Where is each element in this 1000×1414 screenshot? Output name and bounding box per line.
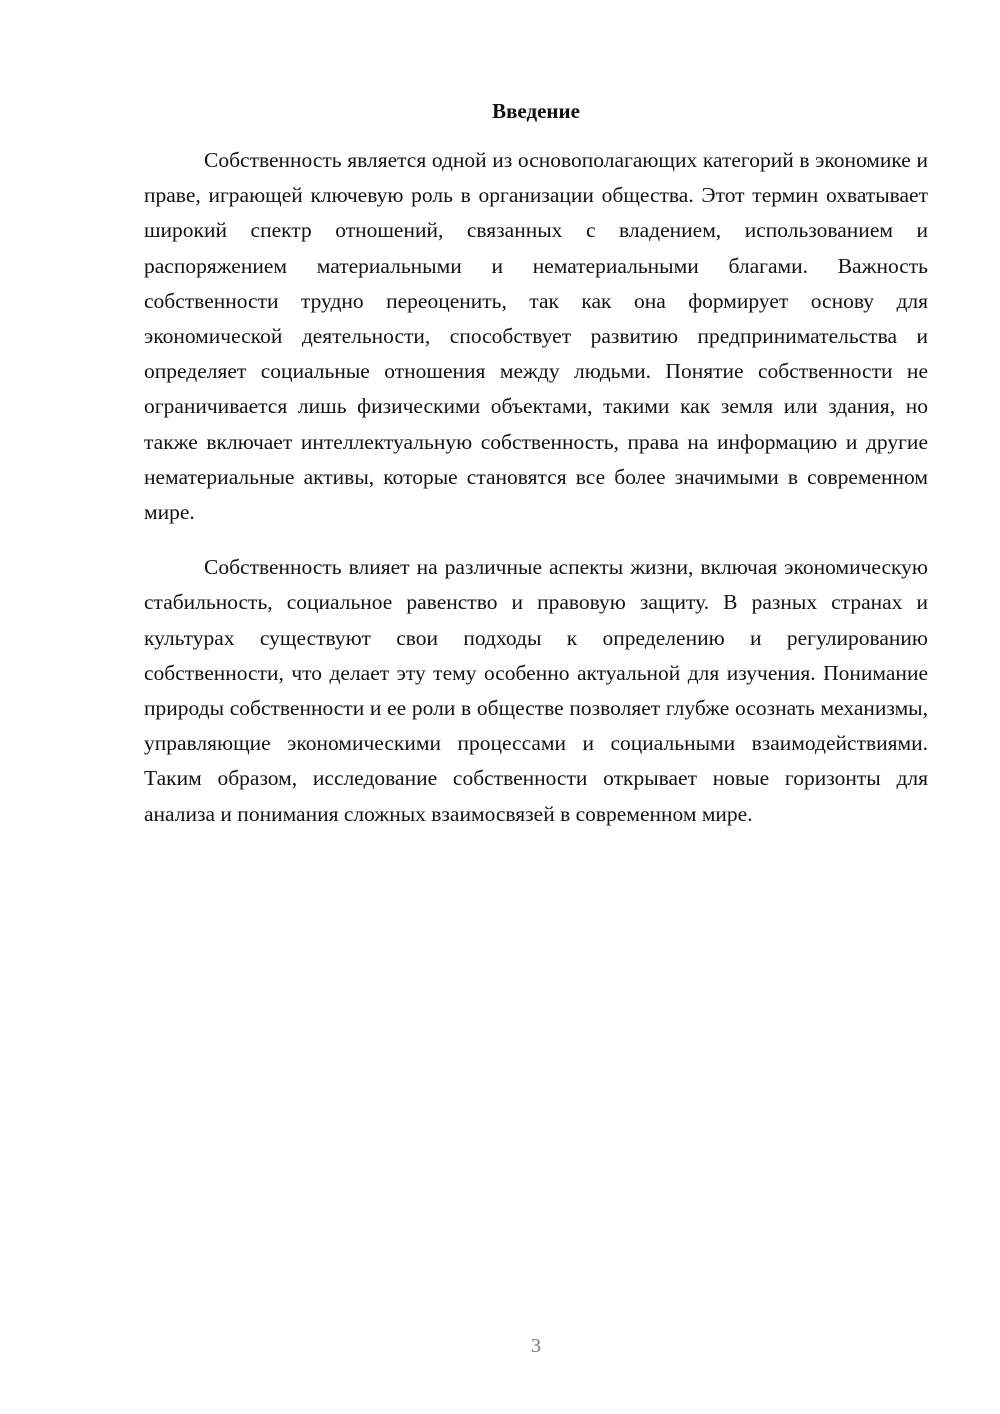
document-body xyxy=(144,143,928,832)
paragraph-1: Собственность является одной из основополагающих категорий в экономике и праве, играющей ключевую роль в организации общества. Этот термин охватывает широкий спектр отношений, связанных с владением, использованием и распоряжением материальными и нематериальными благами. Важность собственности трудно переоценить, так как она формирует основу для экономической деятельности, способствует развитию предпринимательства и определяет социальные отношения между людьми. Понятие собственности не ограничивается лишь физическими объектами, такими как земля или здания, но также включает интеллектуальную собственность, права на информацию и другие нематериальные активы, которые становятся все более значимыми в современном мире. xyxy=(144,148,928,525)
paragraph-2: Собственность влияет на различные аспекты жизни, включая экономическую стабильность, социальное равенство и правовую защиту. В разных странах и культурах существуют свои подходы к определению и регулированию собственности, что делает эту тему особенно актуальной для изучения. Понимание природы собственности и ее роли в обществе позволяет глубже осознать механизмы, управляющие экономическими процессами и социальными взаимодействиями. Таким образом, исследование собственности открывает новые горизонты для анализа и понимания сложных взаимосвязей в современном мире. xyxy=(144,555,928,826)
section-heading: Введение xyxy=(492,99,580,123)
page-number: 3 xyxy=(531,1335,541,1357)
